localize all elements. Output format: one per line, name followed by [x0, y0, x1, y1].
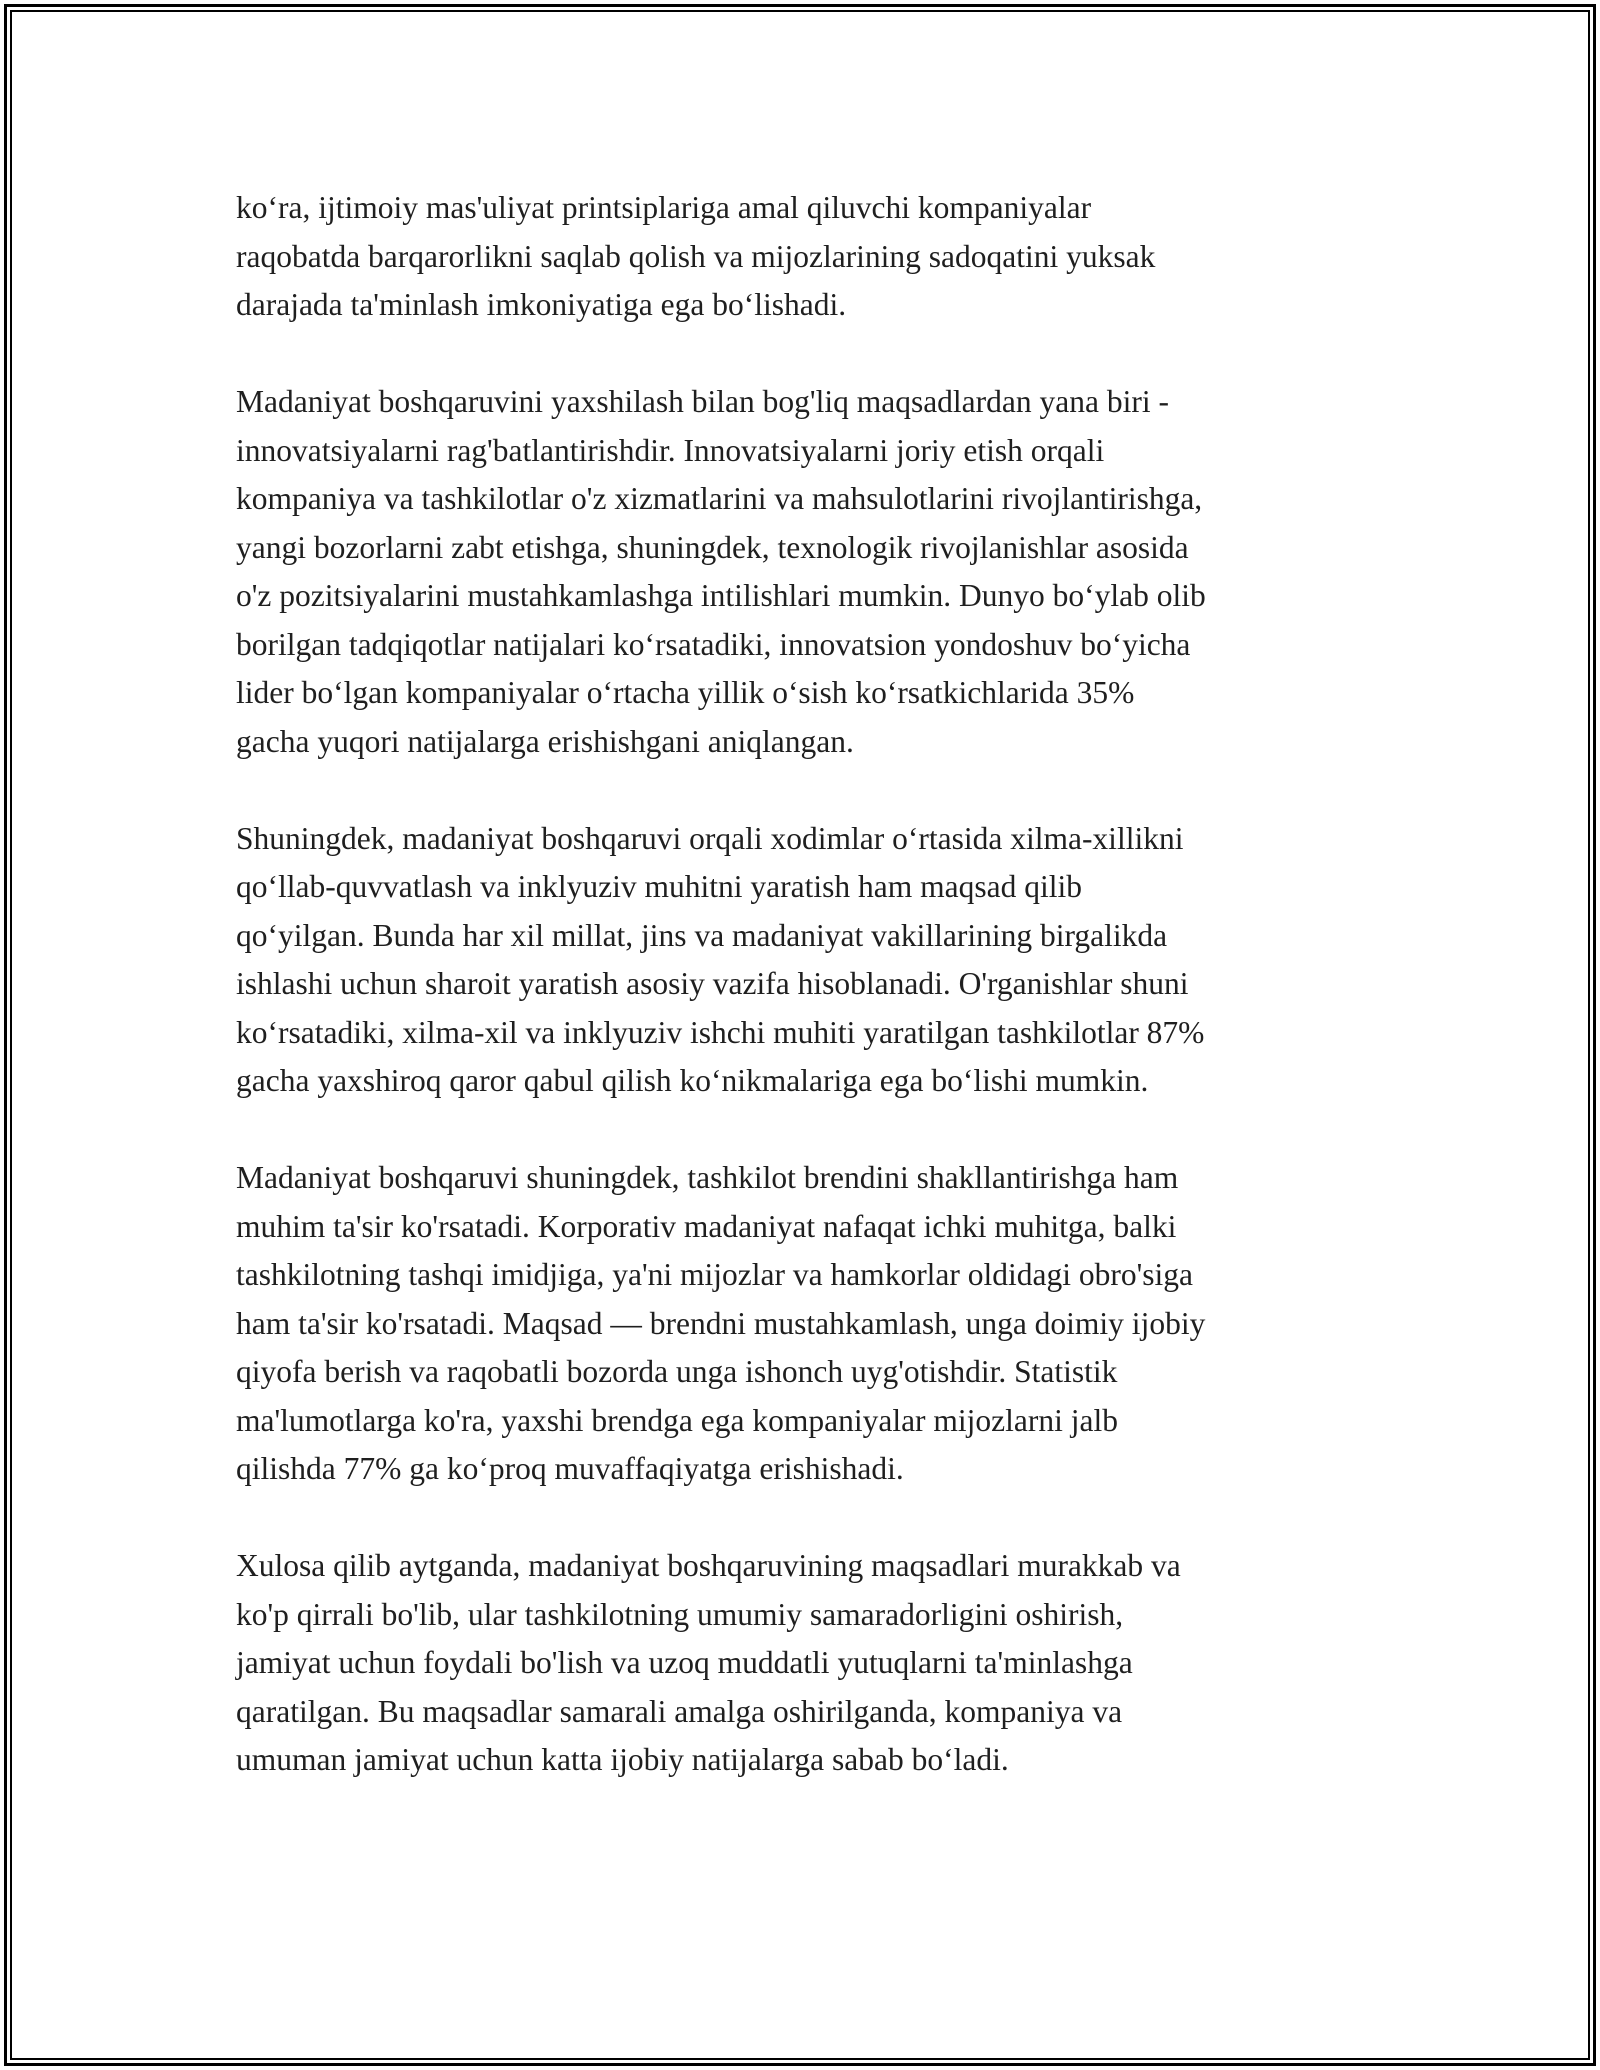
- paragraph-conclusion: Xulosa qilib aytganda, madaniyat boshqaruvining maqsadlari murakkab va ko'p qirrali bo'lib, ular tashkilotning umumiy samaradorligini oshirish, jamiyat uchun foydali bo'lish va uzoq muddatli yutuqlarni ta'minlashga qaratilgan. Bu maqsadlar samarali amalga oshirilganda, kompaniya va umuman jamiyat uchun katta ijobiy natijalarga sabab bo‘ladi.: [236, 1548, 1181, 1777]
- paragraph-social-responsibility: ko‘ra, ijtimoiy mas'uliyat printsiplariga amal qiluvchi kompaniyalar raqobatda barqarorlikni saqlab qolish va mijozlarining sadoqatini yuksak darajada ta'minlash imkoniyatiga ega bo‘lishadi.: [236, 190, 1156, 322]
- document-body: [236, 184, 1406, 1785]
- paragraph-brand-impact: Madaniyat boshqaruvi shuningdek, tashkilot brendini shakllantirishga ham muhim ta'sir ko'rsatadi. Korporativ madaniyat nafaqat ichki muhitga, balki tashkilotning tashqi imidjiga, ya'ni mijozlar va hamkorlar oldidagi obro'siga ham ta'sir ko'rsatadi. Maqsad — brendni mustahkamlash, unga doimiy ijobiy qiyofa berish va raqobatli bozorda unga ishonch uyg'otishdir. Statistik ma'lumotlarga ko'ra, yaxshi brendga ega kompaniyalar mijozlarni jalb qilishda 77% ga ko‘proq muvaffaqiyatga erishishadi.: [236, 1160, 1206, 1486]
- paragraph-diversity-inclusion: Shuningdek, madaniyat boshqaruvi orqali xodimlar o‘rtasida xilma-xillikni qo‘llab-quvvatlash va inklyuziv muhitni yaratish ham maqsad qilib qo‘yilgan. Bunda har xil millat, jins va madaniyat vakillarining birgalikda ishlashi uchun sharoit yaratish asosiy vazifa hisoblanadi. O'rganishlar shuni ko‘rsatadiki, xilma-xil va inklyuziv ishchi muhiti yaratilgan tashkilotlar 87% gacha yaxshiroq qaror qabul qilish ko‘nikmalariga ega bo‘lishi mumkin.: [236, 820, 1205, 1098]
- paragraph-innovation: Madaniyat boshqaruvini yaxshilash bilan bog'liq maqsadlardan yana biri - innovatsiyalarni rag'batlantirishdir. Innovatsiyalarni joriy etish orqali kompaniya va tashkilotlar o'z xizmatlarini va mahsulotlarini rivojlantirishga, yangi bozorlarni zabt etishga, shuningdek, texnologik rivojlanishlar asosida o'z pozitsiyalarini mustahkamlashga intilishlari mumkin. Dunyo bo‘ylab olib borilgan tadqiqotlar natijalari ko‘rsatadiki, innovatsion yondoshuv bo‘yicha lider bo‘lgan kompaniyalar o‘rtacha yillik o‘sish ko‘rsatkichlarida 35% gacha yuqori natijalarga erishishgani aniqlangan.: [236, 384, 1206, 759]
